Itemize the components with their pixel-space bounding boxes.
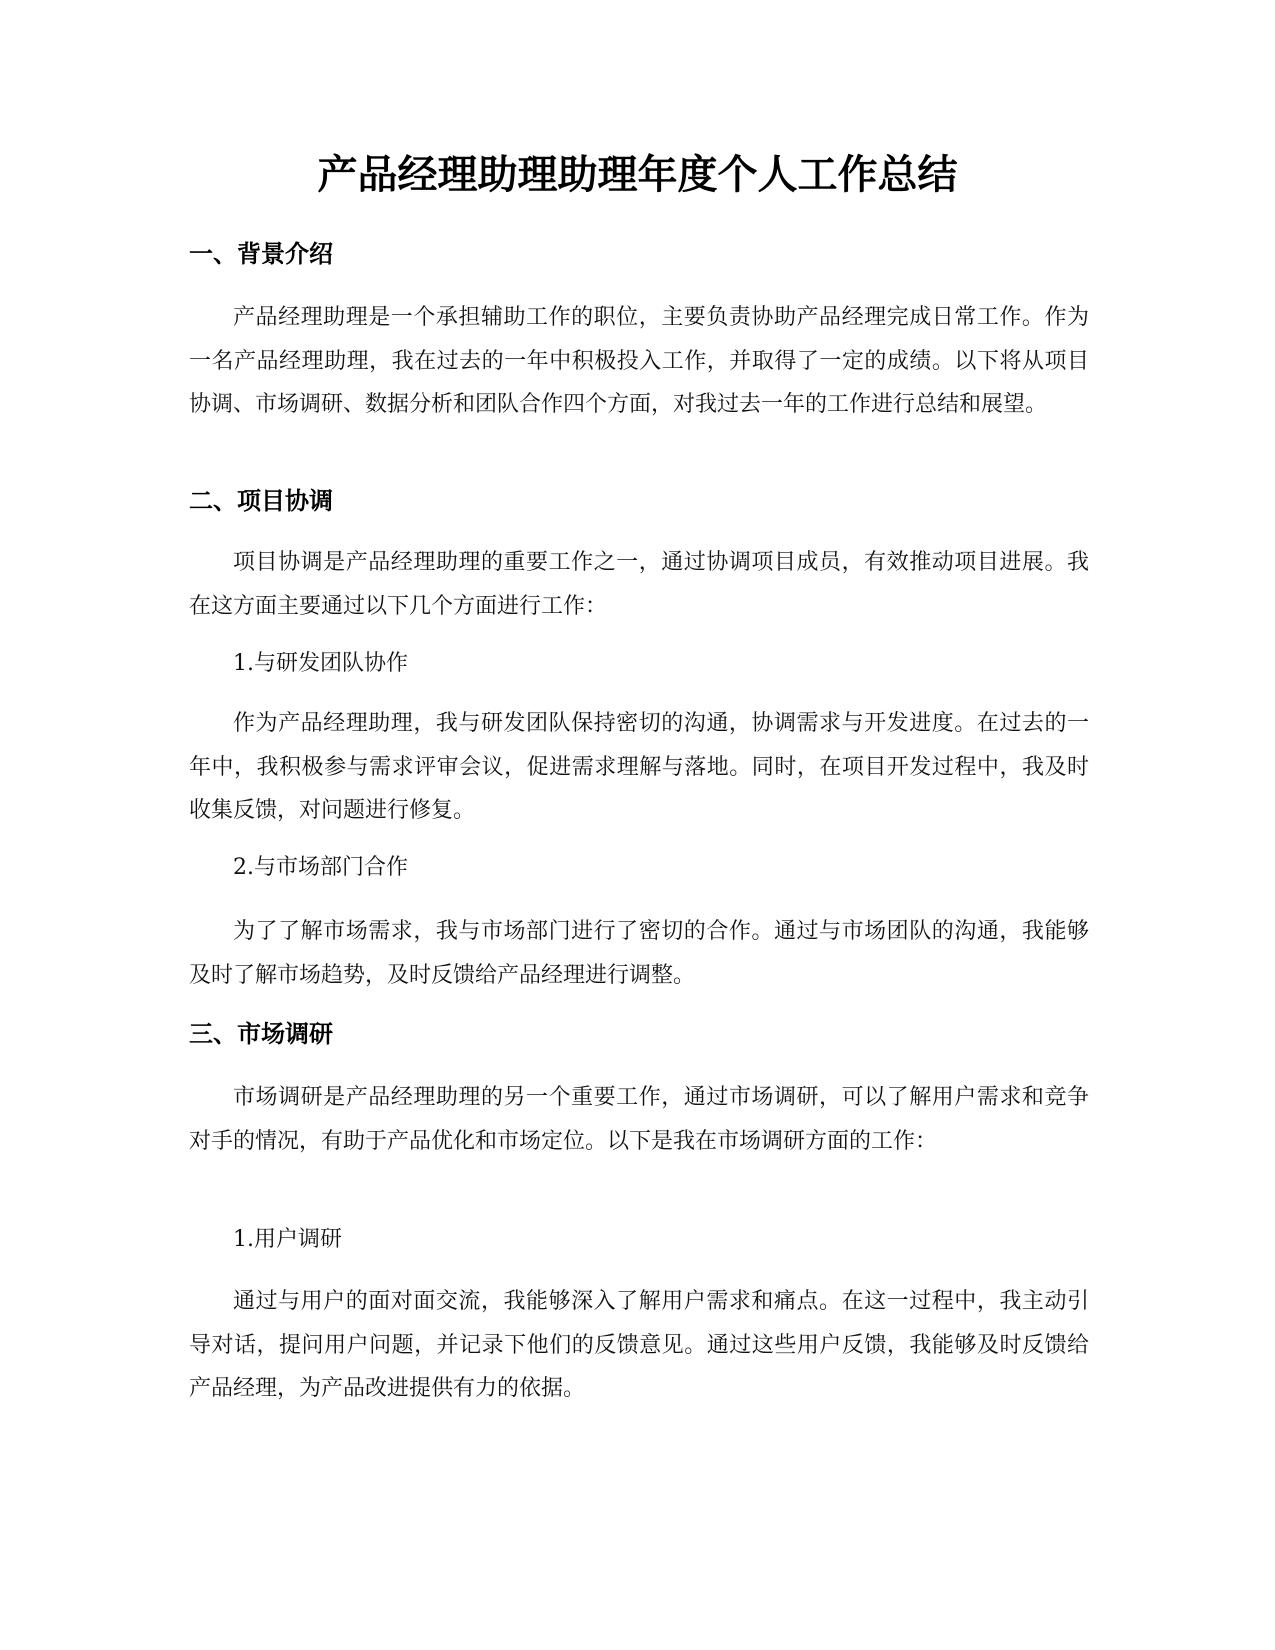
paragraph-rd-collaboration: 作为产品经理助理，我与研发团队保持密切的沟通，协调需求与开发进度。在过去的一年中，我积极参与需求评审会议，促进需求理解与落地。同时，在项目开发过程中，我及时收集反馈，对问题进行修复。 <box>189 711 1089 823</box>
section-heading-background: 一、背景介绍 <box>189 240 333 268</box>
paragraph-market-research: 市场调研是产品经理助理的另一个重要工作，通过市场调研，可以了解用户需求和竞争对手的情况，有助于产品优化和市场定位。以下是我在市场调研方面的工作： <box>189 1085 1089 1154</box>
paragraph-project-coordination: 项目协调是产品经理助理的重要工作之一，通过协调项目成员，有效推动项目进展。我在这方面主要通过以下几个方面进行工作： <box>189 550 1089 619</box>
paragraph-user-research: 通过与用户的面对面交流，我能够深入了解用户需求和痛点。在这一过程中，我主动引导对话，提问用户问题，并记录下他们的反馈意见。通过这些用户反馈，我能够及时反馈给产品经理，为产品改进提供有力的依据。 <box>189 1289 1089 1401</box>
paragraph-background: 产品经理助理是一个承担辅助工作的职位，主要负责协助产品经理完成日常工作。作为一名产品经理助理，我在过去的一年中积极投入工作，并取得了一定的成绩。以下将从项目协调、市场调研、数据分析和团队合作四个方面，对我过去一年的工作进行总结和展望。 <box>189 305 1089 417</box>
subheading-rd-collaboration: 1.与研发团队协作 <box>233 651 408 676</box>
document-title: 产品经理助理助理年度个人工作总结 <box>317 152 958 198</box>
section-heading-market-research: 三、市场调研 <box>189 1020 333 1048</box>
section-heading-project-coordination: 二、项目协调 <box>189 487 333 515</box>
subheading-marketing-cooperation: 2.与市场部门合作 <box>233 855 408 880</box>
paragraph-marketing-cooperation: 为了了解市场需求，我与市场部门进行了密切的合作。通过与市场团队的沟通，我能够及时了解市场趋势，及时反馈给产品经理进行调整。 <box>189 919 1089 988</box>
subheading-user-research: 1.用户调研 <box>233 1227 342 1252</box>
